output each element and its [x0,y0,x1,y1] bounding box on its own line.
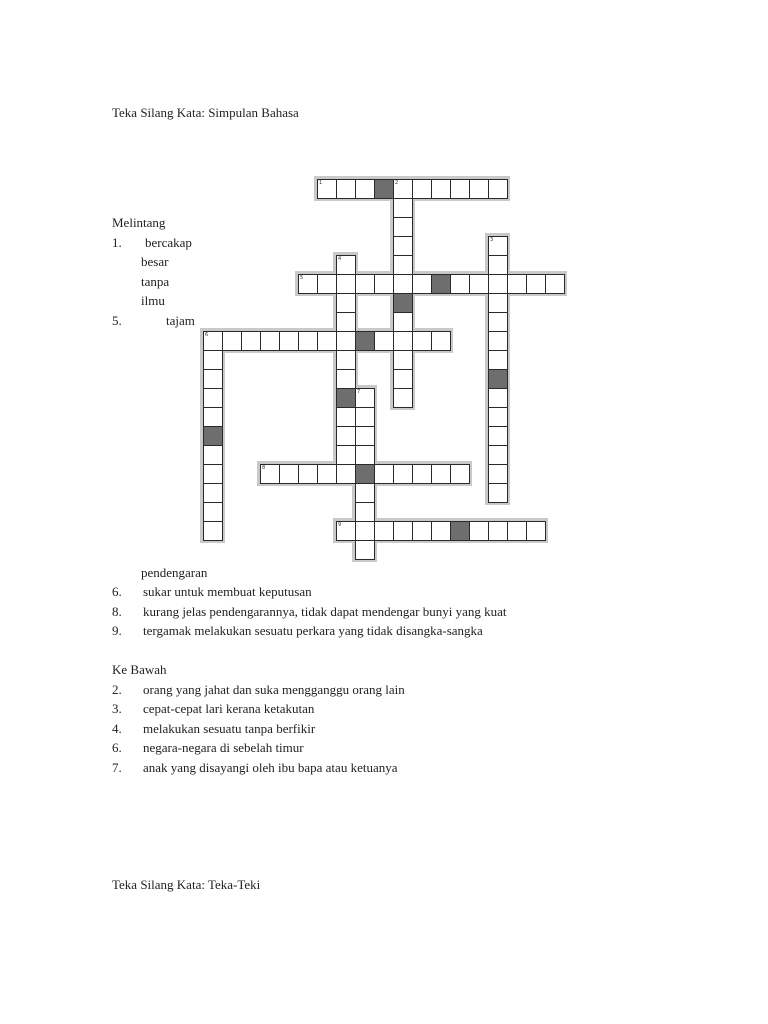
clue-text: cepat-cepat lari kerana ketakutan [143,701,315,716]
crossword-cell[interactable] [393,521,413,541]
crossword-cell[interactable] [355,426,375,446]
cell-number: 1 [319,180,323,186]
cell-number: 6 [205,332,209,338]
clue-text: ilmu [141,293,165,308]
crossword-cell[interactable] [507,274,527,294]
clue-text: kurang jelas pendengarannya, tidak dapat mendengar bunyi yang kuat [143,604,507,619]
cell-number: 4 [338,256,342,262]
crossword-cell[interactable] [336,179,356,199]
crossword-cell[interactable] [317,179,337,199]
crossword-cell[interactable] [488,388,508,408]
crossword-cell[interactable] [488,445,508,465]
crossword-cell[interactable] [336,255,356,275]
clue-text: orang yang jahat dan suka mengganggu orang lain [143,682,405,697]
crossword-cell[interactable] [393,350,413,370]
cell-number: 8 [262,465,266,471]
clue-text: tanpa [141,274,170,289]
crossword-cell[interactable] [298,274,318,294]
crossword-cell[interactable] [393,369,413,389]
crossword-cell[interactable] [336,464,356,484]
crossword-cell[interactable] [203,350,223,370]
crossword-cell[interactable] [336,274,356,294]
crossword-cell[interactable] [393,274,413,294]
crossword-cell[interactable] [488,407,508,427]
crossword-cell[interactable] [431,331,451,351]
crossword-cell[interactable] [431,464,451,484]
crossword-cell-shaded [488,369,508,389]
crossword-cell[interactable] [317,331,337,351]
crossword-cell[interactable] [355,388,375,408]
crossword-cell-shaded [393,293,413,313]
crossword-cell[interactable] [336,407,356,427]
crossword-cell[interactable] [355,179,375,199]
page-title: Teka Silang Kata: Simpulan Bahasa [112,105,299,120]
crossword-cell[interactable] [203,331,223,351]
crossword-cell[interactable] [431,521,451,541]
crossword-cell[interactable] [488,236,508,256]
crossword-cell[interactable] [393,217,413,237]
crossword-cell-shaded [355,464,375,484]
clue-number: 2. [112,682,122,697]
crossword-cell[interactable] [412,179,432,199]
crossword-cell[interactable] [374,464,394,484]
crossword-cell[interactable] [412,274,432,294]
crossword-cell[interactable] [393,198,413,218]
crossword-cell[interactable] [203,521,223,541]
crossword-cell[interactable] [336,312,356,332]
crossword-cell[interactable] [317,274,337,294]
crossword-cell[interactable] [488,350,508,370]
crossword-cell[interactable] [393,312,413,332]
clue-text: tergamak melakukan sesuatu perkara yang tidak disangka-sangka [143,623,483,638]
clue-number: 4. [112,721,122,736]
across-heading: Melintang [112,215,166,230]
crossword-cell[interactable] [355,502,375,522]
crossword-cell[interactable] [393,236,413,256]
crossword-cell[interactable] [450,179,470,199]
crossword-cell[interactable] [336,521,356,541]
cell-number: 2 [395,180,399,186]
crossword-cell[interactable] [355,274,375,294]
clue-text: tajam [166,313,195,328]
crossword-cell[interactable] [203,464,223,484]
crossword-cell[interactable] [203,407,223,427]
crossword-cell[interactable] [260,464,280,484]
crossword-cell-shaded [203,426,223,446]
crossword-cell[interactable] [279,331,299,351]
clue-text: sukar untuk membuat keputusan [143,584,312,599]
crossword-cell[interactable] [488,483,508,503]
cell-number: 9 [338,522,342,528]
clue-number: 9. [112,623,122,638]
crossword-cell[interactable] [374,331,394,351]
crossword-cell[interactable] [469,179,489,199]
crossword-cell[interactable] [336,350,356,370]
crossword-cell[interactable] [393,331,413,351]
clue-text: negara-negara di sebelah timur [143,740,304,755]
cell-number: 7 [357,389,361,395]
crossword-cell[interactable] [393,255,413,275]
crossword-cell[interactable] [203,369,223,389]
cell-number: 3 [490,237,494,243]
crossword-cell[interactable] [526,274,546,294]
crossword-cell[interactable] [431,179,451,199]
crossword-cell[interactable] [488,521,508,541]
crossword-cell[interactable] [412,521,432,541]
crossword-cell[interactable] [393,388,413,408]
crossword-cell[interactable] [336,369,356,389]
crossword-cell[interactable] [507,521,527,541]
crossword-cell[interactable] [412,464,432,484]
crossword-cell[interactable] [203,445,223,465]
crossword-cell[interactable] [336,445,356,465]
crossword-cell[interactable] [469,521,489,541]
crossword-cell[interactable] [488,274,508,294]
crossword-cell[interactable] [203,502,223,522]
cell-number: 5 [300,275,304,281]
crossword-cell[interactable] [488,179,508,199]
crossword-cell[interactable] [488,312,508,332]
crossword-cell[interactable] [393,179,413,199]
crossword-cell[interactable] [412,331,432,351]
crossword-cell[interactable] [374,274,394,294]
crossword-cell[interactable] [450,274,470,294]
clue-number: 3. [112,701,122,716]
clue-text: bercakap [145,235,192,250]
crossword-cell-shaded [450,521,470,541]
clue-text: melakukan sesuatu tanpa berfikir [143,721,316,736]
crossword-cell[interactable] [317,464,337,484]
crossword-cell[interactable] [393,464,413,484]
crossword-cell[interactable] [203,388,223,408]
clue-number: 7. [112,760,122,775]
crossword-cell[interactable] [374,521,394,541]
clue-text: anak yang disayangi oleh ibu bapa atau ketuanya [143,760,398,775]
crossword-cell[interactable] [488,426,508,446]
crossword-cell[interactable] [355,521,375,541]
clue-number: 6. [112,584,122,599]
clue-text: besar [141,254,169,269]
crossword-cell[interactable] [526,521,546,541]
crossword-cell[interactable] [336,426,356,446]
crossword-cell[interactable] [260,331,280,351]
clue-number: 8. [112,604,122,619]
crossword-cell[interactable] [545,274,565,294]
crossword-cell[interactable] [488,331,508,351]
crossword-cell[interactable] [336,293,356,313]
crossword-cell[interactable] [488,464,508,484]
crossword-cell[interactable] [336,331,356,351]
down-heading: Ke Bawah [112,662,167,677]
crossword-cell[interactable] [222,331,242,351]
crossword-cell-shaded [374,179,394,199]
crossword-cell[interactable] [203,483,223,503]
crossword-cell[interactable] [355,407,375,427]
crossword-cell[interactable] [488,255,508,275]
clue-number: 6. [112,740,122,755]
crossword-cell-shaded [355,331,375,351]
crossword-cell-shaded [431,274,451,294]
crossword-cell[interactable] [298,331,318,351]
crossword-cell[interactable] [355,540,375,560]
clue-text: pendengaran [141,565,208,580]
crossword-cell[interactable] [298,464,318,484]
crossword-cell[interactable] [241,331,261,351]
crossword-cell[interactable] [488,293,508,313]
crossword-cell[interactable] [469,274,489,294]
crossword-cell-shaded [336,388,356,408]
crossword-cell[interactable] [279,464,299,484]
clue-number: 1. [112,235,122,250]
section-title: Teka Silang Kata: Teka-Teki [112,877,261,892]
crossword-cell[interactable] [355,483,375,503]
crossword-cell[interactable] [355,445,375,465]
crossword-cell[interactable] [450,464,470,484]
clue-number: 5. [112,313,122,328]
